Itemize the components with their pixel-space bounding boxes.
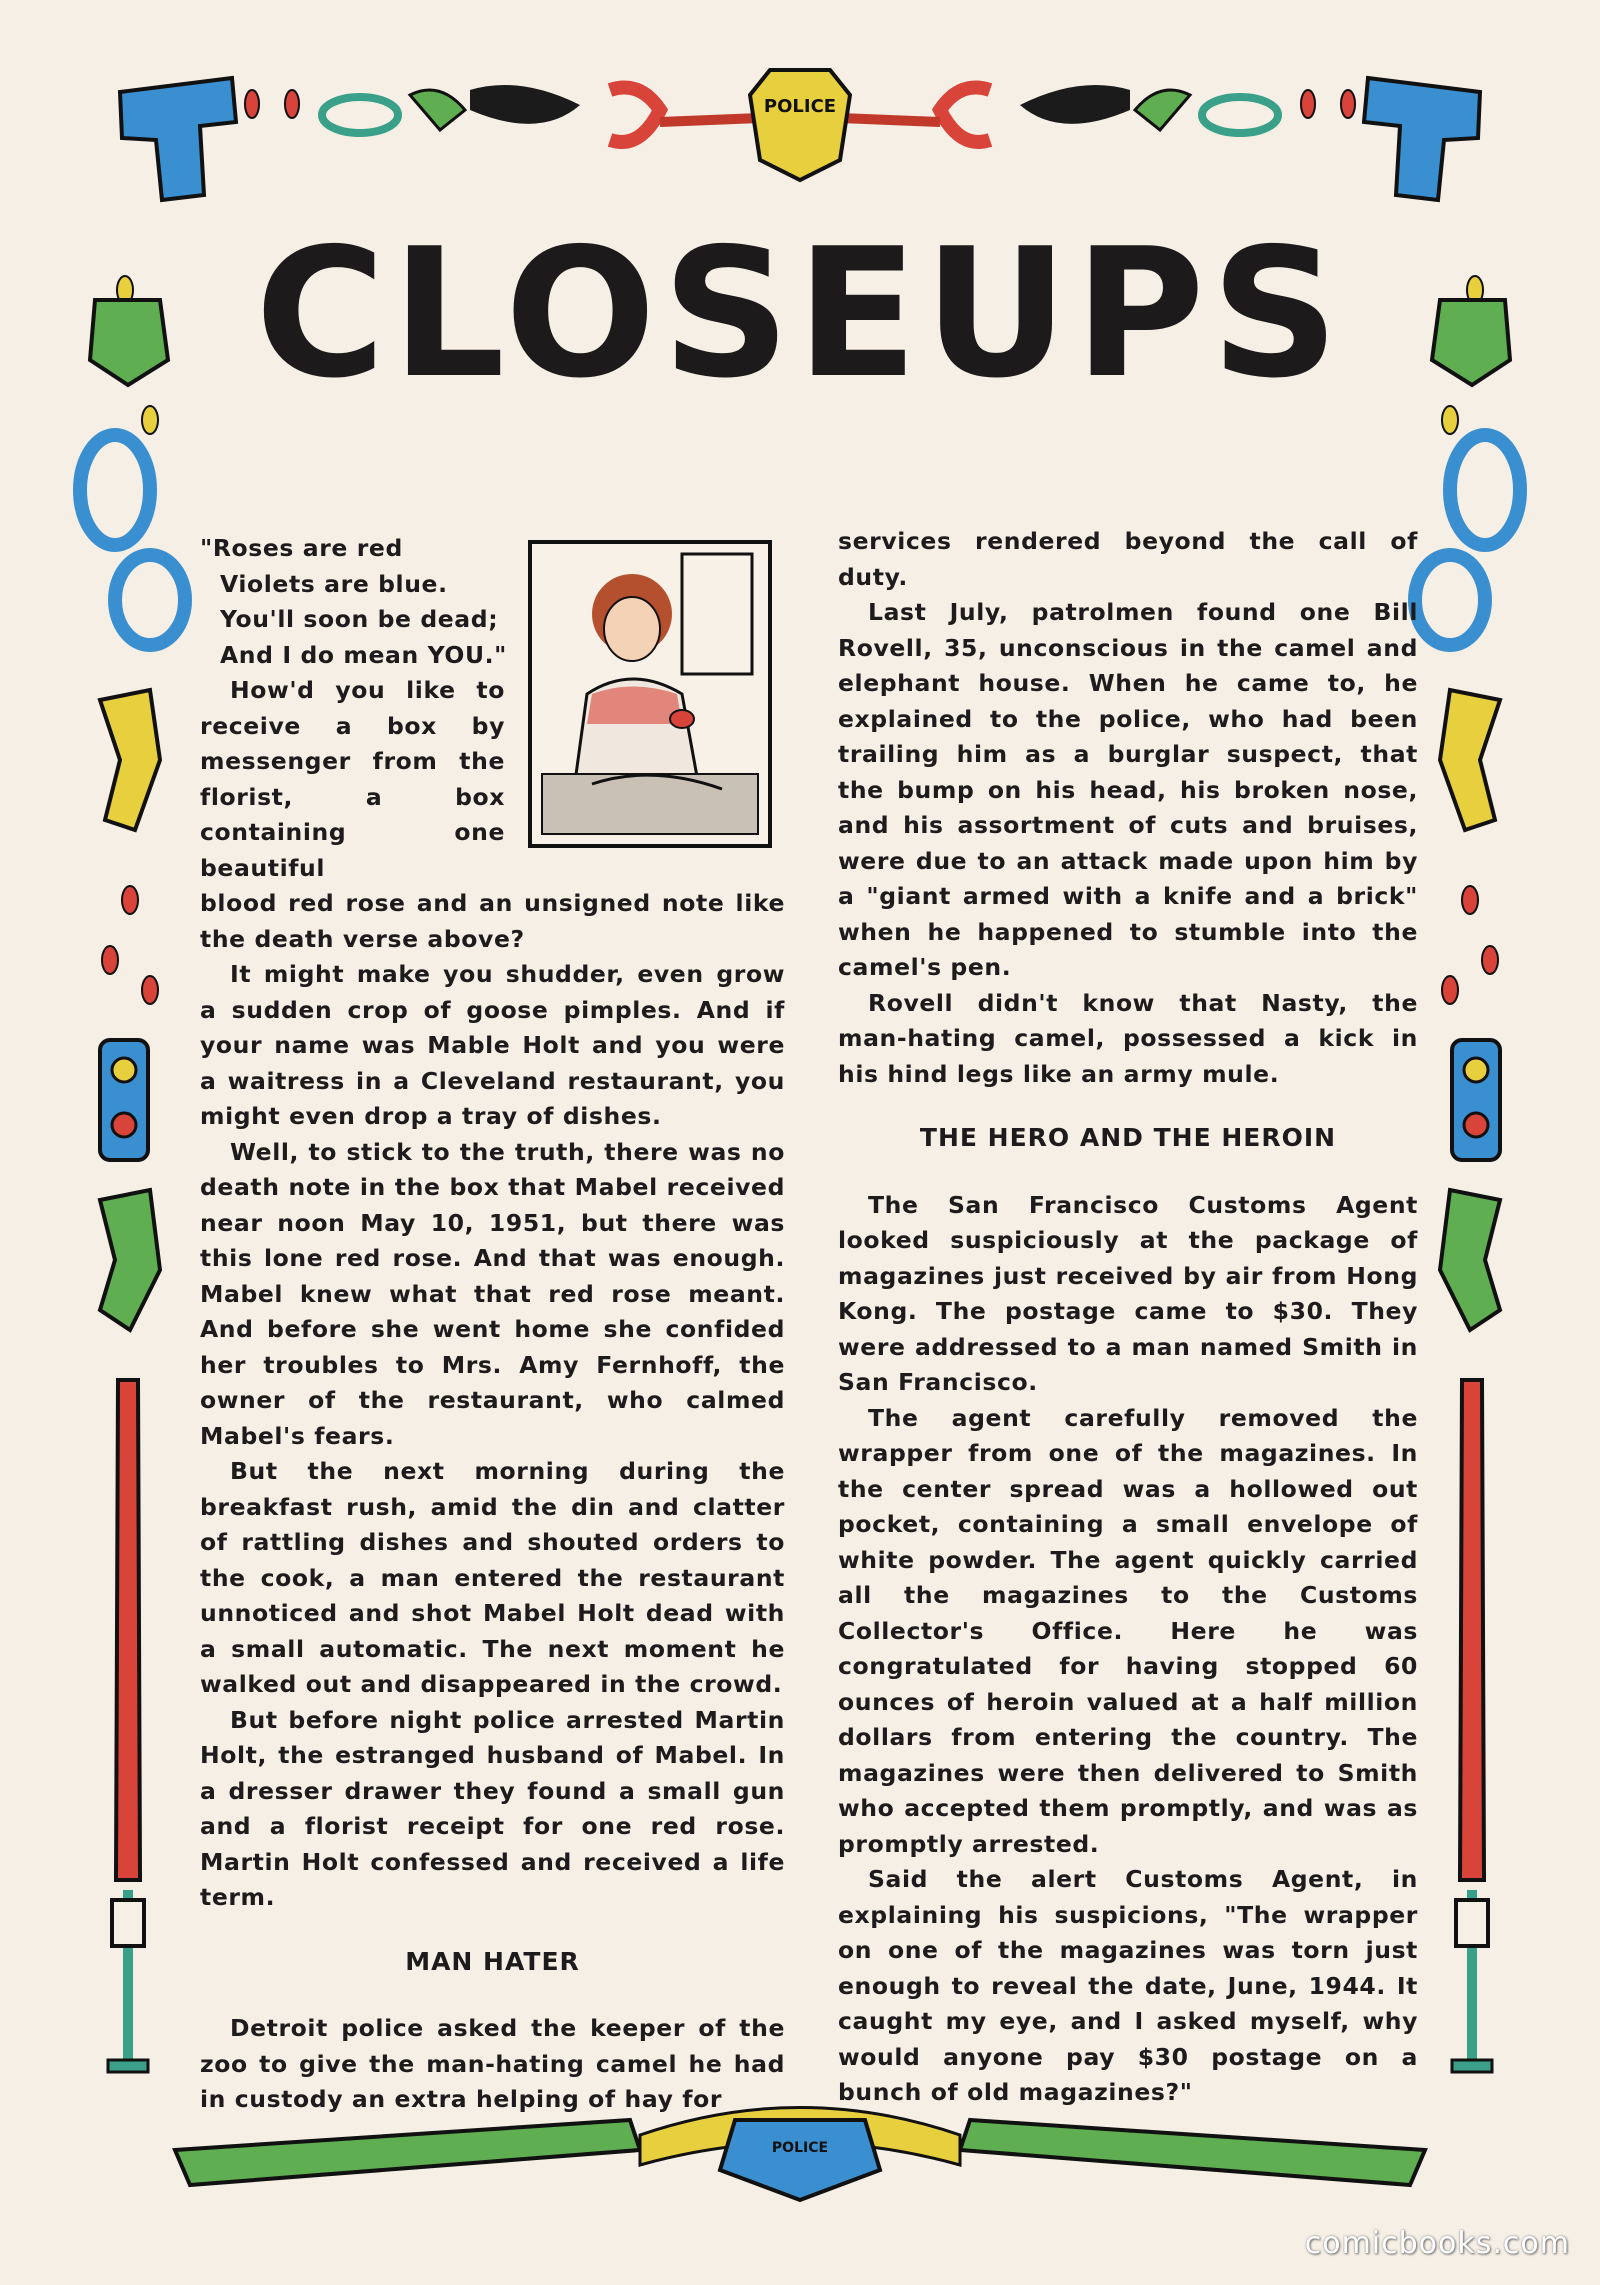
right-border-column [1415, 276, 1520, 2072]
pistol-icon-top-right [1364, 78, 1480, 200]
handcuff-icon [1450, 435, 1520, 545]
revolver-icon [1440, 690, 1500, 830]
cap-badge-text: POLICE [771, 2140, 829, 2156]
section-heading-hero-heroin: THE HERO AND THE HEROIN [919, 1123, 1337, 1152]
poem-line: "Roses are red [200, 534, 403, 562]
paragraph: Last July, patrolmen found one Bill Rovell, 35, unconscious in the camel and elephant house. When he came to, he explained to the police, who had been trailing him as a burglar suspect, that the bump on his head, his broken nose, and his assortment of cuts and bruises, were due to an attack made upon him by a "giant armed with a knife and a brick" when he happened to stumble into the camel's pen. [838, 598, 1418, 981]
bottom-border-row [175, 2108, 1425, 2201]
section-heading-man-hater: MAN HATER [405, 1946, 580, 1976]
right-column [838, 524, 1418, 2111]
paragraph: But the next morning during the breakfast rush, amid the din and clatter of rattling dishes and shouted orders to the cook, a man entered the restaurant unnoticed and shot Mabel Holt dead with a small automatic. The next moment he walked out and disappeared in the crowd. [200, 1457, 785, 1698]
left-border-column [80, 276, 185, 2072]
paragraph: Rovell didn't know that Nasty, the man-hating camel, possessed a kick in his hind legs like an army mule. [838, 988, 1418, 1088]
left-column [200, 531, 785, 2118]
paragraph: Said the alert Customs Agent, in explaining his suspicions, "The wrapper on one of the magazines was torn just enough to reveal the date, June, 1944. It caught my eye, and I asked myself, why would anyone pay $30 postage on a bunch of old magazines?" [838, 1865, 1418, 2106]
poem-line: Violets are blue. [220, 569, 448, 598]
poem-line: You'll soon be dead; [220, 605, 499, 633]
badge-text: POLICE [763, 96, 837, 117]
paragraph-wrap-rest: blood red rose and an unsigned note like the death verse above? [200, 889, 785, 953]
paragraph-continued: services rendered beyond the call of duty. [838, 527, 1418, 591]
police-cap-icon [720, 2120, 880, 2200]
poem-line: And I do mean YOU." [220, 640, 507, 669]
nightstick-icon [1460, 1380, 1484, 1880]
paragraph: But before night police arrested Martin Holt, the estranged husband of Mabel. In a dresser drawer they found a small gun and a florist receipt for one red rose. Martin Holt confessed and received a life term. [200, 1705, 785, 1911]
death-verse [200, 531, 785, 673]
pistol-icon-top-left [120, 78, 236, 200]
nightstick-icon [116, 1380, 140, 1880]
paragraph-wrap: How'd you like to receive a box by messenger from the florist, a box containing one beautiful [200, 676, 505, 882]
page-title: CLOSEUPS [254, 210, 1345, 417]
watermark: comicbooks.com [1304, 2226, 1570, 2261]
revolver-icon [100, 690, 160, 830]
revolver-icon [100, 1190, 160, 1330]
paragraph: It might make you shudder, even grow a sudden crop of goose pimples. And if your name was Mable Holt and you were a waitress in a Cleveland restaurant, you might even drop a tray of dishes. [200, 960, 785, 1130]
paragraph: The San Francisco Customs Agent looked suspiciously at the package of magazines just received by air from Hong Kong. The postage came to $30. They were addressed to a man named Smith in San Francisco. [838, 1190, 1418, 1396]
rifle-icon [960, 2120, 1425, 2185]
paragraph: Detroit police asked the keeper of the zoo to give the man-hating camel he had in custody an extra helping of hay for [200, 2014, 785, 2113]
paragraph: Well, to stick to the truth, there was no death note in the box that Mabel received near noon May 10, 1951, but there was this lone red rose. And that was enough. Mabel knew what that red rose meant. And before she went home she confided her troubles to Mrs. Amy Fernhoff, the owner of the restaurant, who calmed Mabel's fears. [200, 1137, 785, 1450]
paragraph: The agent carefully removed the wrapper from one of the magazines. In the center spread was a hollowed out pocket, containing a small envelope of white powder. The agent quickly carried all the magazines to the Customs Collector's Office. Here he was congratulated for having stopped 60 ounces of heroin valued at a half million dollars from entering the country. The magazines were then delivered to Smith who accepted them promptly, and was as promptly arrested. [838, 1403, 1418, 1858]
police-badge-icon [750, 70, 850, 180]
revolver-icon [1440, 1190, 1500, 1330]
handcuff-icon [80, 435, 150, 545]
rifle-icon [175, 2120, 640, 2185]
